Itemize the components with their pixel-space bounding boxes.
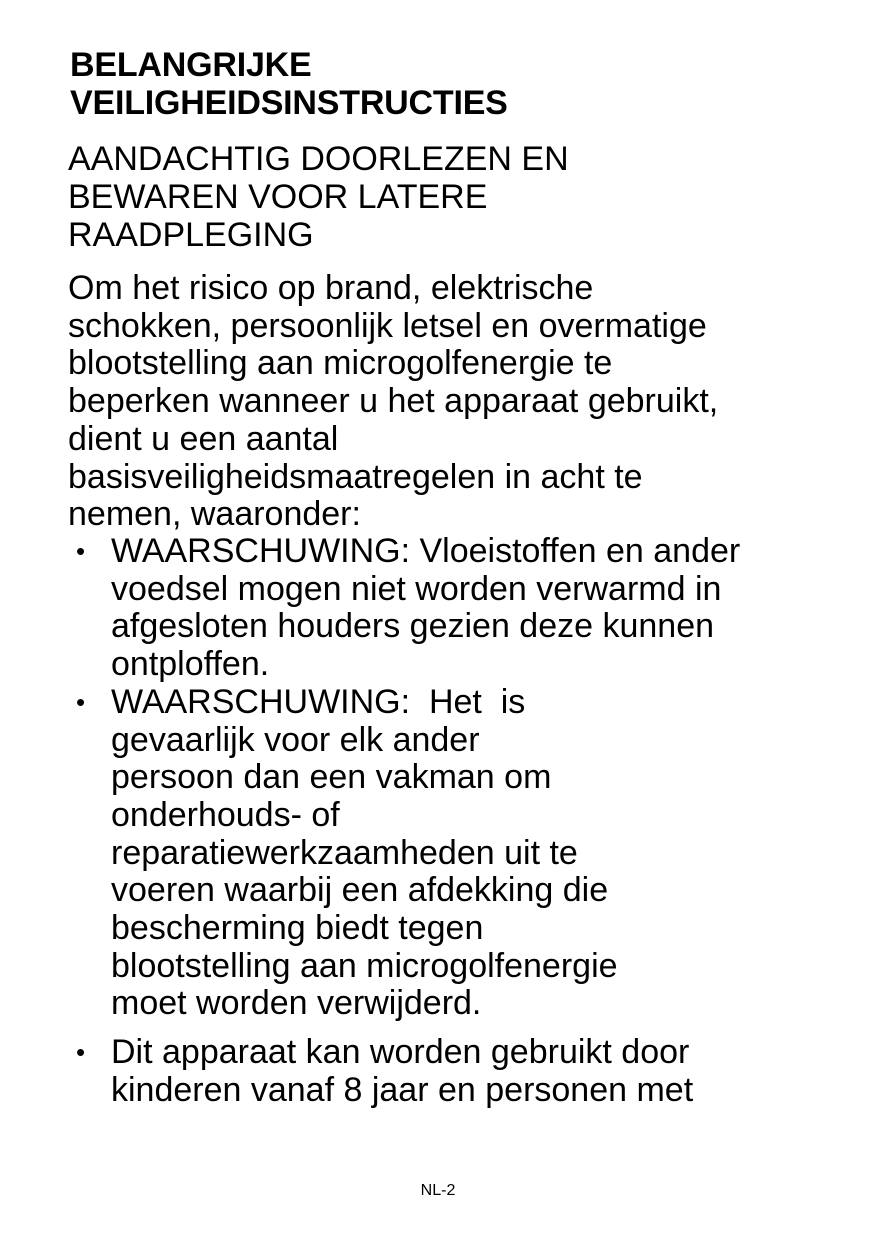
list-item-line: persoon dan een vakman om [111,758,552,797]
subheading-line: AANDACHTIG DOORLEZEN EN [68,140,569,178]
list-item-line: kinderen vanaf 8 jaar en personen met [111,1070,694,1109]
intro-line: blootstelling aan microgolfenergie te [68,344,613,383]
list-item-line: reparatiewerkzaamheden uit te [111,833,578,872]
list-item-line: WAARSCHUWING: Het is [111,682,526,721]
list-item-line: WAARSCHUWING: Vloeistoffen en ander [111,532,741,570]
list-item-line: gevaarlijk voor elk ander [111,720,480,759]
bullet-icon: • [76,536,86,566]
intro-paragraph [68,270,828,534]
intro-line: beperken wanneer u het apparaat gebruikt, [68,382,719,421]
intro-line: schokken, persoonlijk letsel en overmatige [68,306,707,345]
bullet-icon: • [76,1037,86,1068]
list-item-line: onderhouds- of [111,795,340,834]
list-item-line: afgesloten houders gezien deze kunnen [111,607,715,646]
subheading-line: BEWAREN VOOR LATERE [68,178,488,216]
section-heading [70,46,508,122]
list-item-line: voeren waarbij een afdekking die [111,871,609,910]
page-number: NL-2 [420,1182,456,1199]
heading-line: VEILIGHEIDSINSTRUCTIES [70,84,508,122]
intro-line: dient u een aantal [68,419,339,458]
list-item-line: Dit apparaat kan worden gebruikt door [111,1033,690,1072]
list-item-line: bescherming biedt tegen [111,909,484,948]
bullet-icon: • [76,686,86,717]
safety-instructions-list [68,533,848,1110]
list-item [68,1034,848,1109]
list-item-line: blootstelling aan microgolfenergie [111,946,618,985]
list-item-line: voedsel mogen niet worden verwarmd in [111,569,722,608]
subheading-line: RAADPLEGING [68,216,314,254]
list-item-line: ontploffen. [111,645,270,684]
heading-line: BELANGRIJKE [70,46,312,84]
intro-line: basisveiligheidsmaatregelen in acht te [68,457,643,496]
section-subheading [68,140,569,254]
intro-line: nemen, waaronder: [68,495,361,534]
intro-line: Om het risico op brand, elektrische [68,269,594,307]
list-item [68,684,848,1023]
list-item-line: moet worden verwijderd. [111,984,482,1023]
list-item [68,533,848,684]
